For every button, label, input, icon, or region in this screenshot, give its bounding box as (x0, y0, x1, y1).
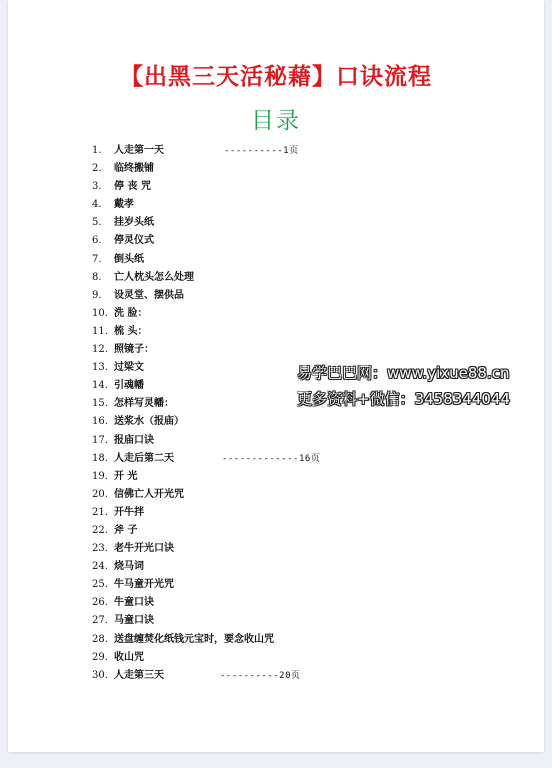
toc-item-number: 29. (92, 651, 108, 663)
toc-item-title: 斧 子 (114, 524, 138, 536)
toc-item-title: 亡人枕头怎么处理 (114, 271, 194, 283)
toc-item-number: 4. (92, 199, 102, 211)
toc-item (92, 558, 512, 576)
toc-item (92, 594, 512, 612)
toc-item-number: 25. (92, 579, 108, 591)
toc-item (92, 631, 512, 649)
toc-item-title: 挂岁头纸 (114, 217, 154, 229)
toc-item-number: 8. (92, 271, 102, 283)
toc-item-title: 人走第一天 (114, 145, 164, 156)
toc-item-number: 27. (92, 615, 108, 627)
toc-item-title: 收山咒 (114, 651, 144, 663)
toc-item-number: 18. (92, 452, 108, 464)
toc-item-title: 设灵堂、摆供品 (114, 289, 184, 301)
toc-item (92, 450, 512, 468)
toc-item-title: 信佛亡人开光咒 (114, 488, 184, 500)
toc-item-number: 14. (92, 380, 108, 392)
toc-item-number: 22. (92, 524, 108, 536)
toc-heading: 目录 (251, 108, 301, 134)
toc-item-title: 烧马词 (114, 561, 144, 573)
toc-item (92, 576, 512, 594)
toc-item (92, 178, 512, 196)
toc-item (92, 413, 512, 431)
toc-item-number: 7. (92, 253, 102, 265)
toc-item (92, 287, 512, 305)
toc-item (92, 341, 512, 359)
toc-item-number: 19. (92, 470, 108, 482)
toc-item (92, 522, 512, 540)
toc-item (92, 468, 512, 486)
toc-item-number: 30. (92, 669, 108, 681)
toc-item (92, 232, 512, 250)
toc-item-title: 倒头纸 (114, 253, 144, 265)
toc-item-number: 5. (92, 217, 102, 229)
toc-item (92, 486, 512, 504)
toc-item-title: 报庙口诀 (114, 434, 154, 446)
toc-item-number: 24. (92, 561, 108, 573)
toc-item-title: 过梁文 (114, 362, 144, 374)
toc-item-title: 送盘缠焚化纸钱元宝时，要念收山咒 (114, 633, 274, 645)
toc-item-title: 洗 脸： (114, 307, 148, 319)
toc-item-number: 6. (92, 235, 102, 247)
toc-item (92, 432, 512, 450)
toc-item-number: 9. (92, 289, 102, 301)
toc-item (92, 214, 512, 232)
toc-item-title: 牛童口诀 (114, 597, 154, 609)
table-of-contents (92, 142, 512, 685)
toc-item (92, 196, 512, 214)
toc-item-title: 开 光 (114, 470, 138, 482)
toc-item (92, 323, 512, 341)
toc-item-title: 老牛开光口诀 (114, 543, 174, 555)
toc-item-title: 停灵仪式 (114, 235, 154, 247)
toc-item-page-ref: ----------1页 (224, 146, 299, 156)
toc-item-number: 13. (92, 362, 108, 374)
toc-item-number: 15. (92, 398, 108, 410)
toc-item-title: 梳 头： (114, 325, 148, 337)
document-title: 【出黑三天活秘藉】口诀流程 (120, 64, 432, 90)
toc-item-title: 马童口诀 (114, 615, 154, 627)
toc-item-title: 临终搬铺 (114, 163, 154, 175)
toc-item-number: 1. (92, 145, 102, 156)
toc-item (92, 649, 512, 667)
toc-item (92, 667, 512, 685)
toc-item-number: 2. (92, 163, 102, 175)
toc-item-title: 牛马童开光咒 (114, 579, 174, 591)
toc-item-number: 23. (92, 543, 108, 555)
toc-item-number: 16. (92, 416, 108, 428)
watermark-website: 易学巴巴网：www.yixue88.cn (297, 364, 510, 382)
toc-item-title: 照镜子： (114, 344, 154, 356)
toc-item-title: 送浆水（报庙） (114, 416, 184, 428)
toc-item (92, 305, 512, 323)
toc-item-number: 28. (92, 633, 108, 645)
toc-item (92, 160, 512, 178)
toc-item-page-ref: -------------16页 (222, 453, 321, 464)
toc-item-title: 停 丧 咒 (114, 181, 151, 193)
toc-item-number: 12. (92, 344, 108, 356)
toc-item (92, 504, 512, 522)
toc-item-title: 开牛拌 (114, 506, 144, 518)
toc-item-number: 21. (92, 506, 108, 518)
toc-item-number: 11. (92, 325, 108, 337)
toc-item-title: 人走后第二天 (114, 452, 174, 464)
toc-item (92, 540, 512, 558)
toc-item (92, 269, 512, 287)
toc-item-page-ref: ----------20页 (220, 670, 301, 681)
toc-item-number: 3. (92, 181, 102, 193)
toc-item (92, 612, 512, 630)
watermark-contact: 更多资料+微信：3458344044 (297, 390, 511, 408)
toc-item-number: 17. (92, 434, 108, 446)
toc-item-number: 10. (92, 307, 108, 319)
toc-item-title: 怎样写灵幡： (114, 398, 174, 410)
toc-item-number: 26. (92, 597, 108, 609)
toc-item-title: 引魂幡 (114, 380, 144, 392)
toc-item (92, 142, 512, 160)
toc-item-number: 20. (92, 488, 108, 500)
toc-item (92, 251, 512, 269)
toc-item-title: 戴孝 (114, 199, 134, 211)
toc-item-title: 人走第三天 (114, 669, 164, 681)
